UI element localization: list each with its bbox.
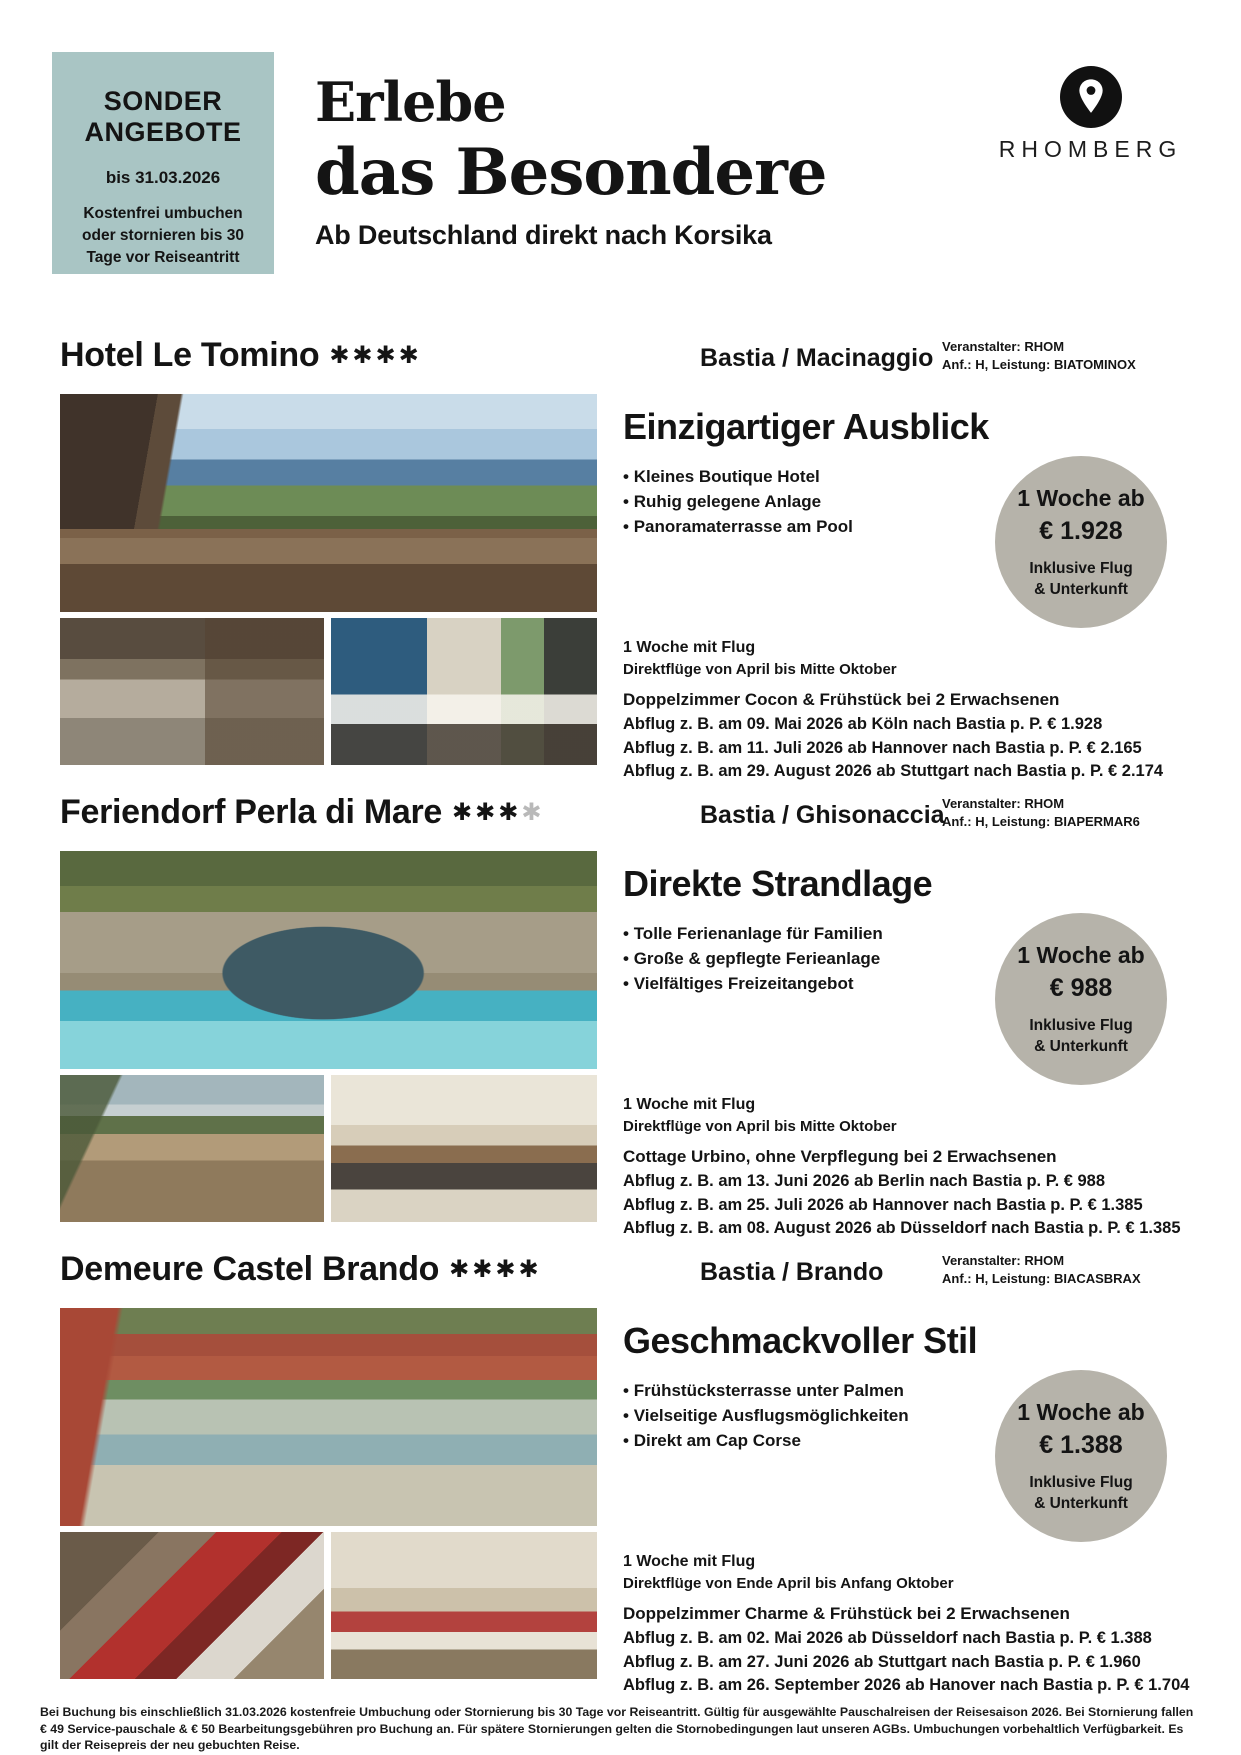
badge-title-line1: SONDER — [103, 86, 223, 116]
feature-item: • Vielfältiges Freizeitangebot — [623, 971, 883, 996]
operator-line: Veranstalter: RHOM — [942, 1253, 1065, 1268]
hotel-title — [60, 793, 544, 832]
price-amount: € 1.388 — [1039, 1430, 1123, 1459]
feature-item: • Frühstücksterrasse unter Palmen — [623, 1378, 909, 1403]
hotel-name: Feriendorf Perla di Mare — [60, 793, 443, 831]
operator-line: Veranstalter: RHOM — [942, 339, 1065, 354]
special-offer-badge — [52, 52, 274, 274]
offer-details — [623, 1553, 1189, 1698]
price-amount: € 1.928 — [1039, 516, 1123, 545]
feature-item: • Kleines Boutique Hotel — [623, 464, 853, 489]
offer-details — [623, 639, 1163, 784]
section-headline: Einzigartiger Ausblick — [623, 406, 989, 447]
badge-title — [66, 86, 260, 148]
offer-title: 1 Woche mit Flug — [623, 639, 756, 656]
section-headline: Direkte Strandlage — [623, 863, 933, 904]
departure-list — [623, 1627, 1189, 1698]
hotel-photo-main — [60, 1308, 597, 1526]
hotel-name: Demeure Castel Brando — [60, 1250, 440, 1288]
departure-line: Abflug z. B. am 11. Juli 2026 ab Hannover nach Bastia p. P. € 2.165 — [623, 738, 1142, 757]
price-lead: 1 Woche ab — [1017, 1398, 1145, 1425]
main-title-line2: das Besondere — [315, 135, 827, 210]
service-label: Anf.: H, Leistung: — [942, 356, 1054, 372]
departure-line: Abflug z. B. am 08. August 2026 ab Düsseldorf nach Bastia p. P. € 1.385 — [623, 1219, 1181, 1237]
section-feriendorf-perla-di-mare — [60, 793, 1186, 1248]
hotel-location: Bastia / Macinaggio — [700, 344, 934, 372]
hotel-stars: ✱✱✱✱ — [329, 342, 422, 369]
offer-title: 1 Woche mit Flug — [623, 1553, 756, 1570]
badge-validity: bis 31.03.2026 — [105, 168, 221, 187]
offer-flights: Direktflüge von April bis Mitte Oktober — [623, 1118, 897, 1135]
operator-info — [942, 338, 1136, 373]
price-amount: € 988 — [1049, 973, 1113, 1002]
main-subtitle: Ab Deutschland direkt nach Korsika — [315, 220, 772, 250]
section-headline: Geschmackvoller Stil — [623, 1320, 978, 1361]
departure-line: Abflug z. B. am 26. September 2026 ab Hanover nach Bastia p. P. € 1.704 — [623, 1676, 1190, 1694]
offer-flights: Direktflüge von Ende April bis Anfang Oktober — [623, 1575, 954, 1592]
feature-bullets — [623, 1378, 909, 1453]
departure-line: Abflug z. B. am 29. August 2026 ab Stuttgart nach Bastia p. P. € 2.174 — [623, 762, 1164, 780]
main-title — [315, 66, 827, 251]
departure-list — [623, 713, 1163, 784]
offer-room: Doppelzimmer Cocon & Frühstück bei 2 Erwachsenen — [623, 690, 1060, 709]
operator-line: Veranstalter: RHOM — [942, 796, 1065, 811]
feature-bullets — [623, 921, 883, 996]
hotel-stars: ✱✱✱✱ — [449, 1256, 542, 1283]
service-code: BIACASBRAX — [1053, 1270, 1141, 1286]
departure-line: Abflug z. B. am 25. Juli 2026 ab Hannover nach Bastia p. P. € 1.385 — [623, 1195, 1143, 1214]
price-includes: Inklusive Flug & Unterkunft — [1029, 1473, 1133, 1512]
hotel-stars: ✱✱✱✱ — [452, 799, 545, 826]
departure-line: Abflug z. B. am 13. Juni 2026 ab Berlin nach Bastia p. P. € 988 — [623, 1172, 1106, 1190]
location-pin-icon — [1060, 66, 1122, 128]
feature-bullets — [623, 464, 853, 539]
brand-name: RHOMBERG — [998, 136, 1183, 162]
footer-disclaimer: Bei Buchung bis einschließlich 31.03.2026 kostenfreie Umbuchung oder Stornierung bis 30 Tage vor Reiseantritt. Gültig für ausgewählte Pauschalreisen der Reisesaison 2026. Bei Stornierung fallen € 49 Service-pauschale & € 50 Bearbeitungsgebühren pro Buchung an. Für spätere Stornierungen gelten die Stornobedingungen laut unseren AGBs. Umbuchungen vorbehaltlich Verfügbarkeit. Es gilt der Reisepreis der neu gebuchten Reise. — [40, 1705, 1194, 1752]
hotel-photo-small-2 — [331, 618, 597, 765]
hotel-name: Hotel Le Tomino — [60, 336, 320, 374]
price-includes: Inklusive Flug & Unterkunft — [1029, 559, 1133, 598]
hotel-photo-main — [60, 851, 597, 1069]
departure-line: Abflug z. B. am 27. Juni 2026 ab Stuttgart nach Bastia p. P. € 1.960 — [623, 1652, 1141, 1671]
section-demeure-castel-brando — [60, 1250, 1190, 1705]
price-includes: Inklusive Flug & Unterkunft — [1029, 1016, 1133, 1055]
price-badge — [995, 456, 1167, 628]
feature-item: • Vielseitige Ausflugsmöglichkeiten — [623, 1403, 909, 1428]
price-badge — [995, 913, 1167, 1085]
service-label: Anf.: H, Leistung: — [942, 813, 1054, 829]
feature-item: • Große & gepflegte Ferieanlage — [623, 946, 883, 971]
offer-room: Doppelzimmer Charme & Frühstück bei 2 Erwachsenen — [623, 1604, 1070, 1623]
main-title-line1: Erlebe — [315, 70, 506, 134]
hotel-star-muted: ✱ — [521, 799, 545, 826]
hotel-photo-main — [60, 394, 597, 612]
operator-info — [942, 1252, 1141, 1287]
departure-list — [623, 1170, 1181, 1241]
offer-room: Cottage Urbino, ohne Verpflegung bei 2 Erwachsenen — [623, 1147, 1057, 1166]
feature-item: • Tolle Ferienanlage für Familien — [623, 921, 883, 946]
section-hotel-le-tomino — [60, 336, 1186, 791]
service-code: BIAPERMAR6 — [1053, 813, 1140, 829]
hotel-photo-small-2 — [331, 1532, 597, 1679]
hotel-photo-small-1 — [60, 1075, 324, 1222]
feature-item: • Ruhig gelegene Anlage — [623, 489, 853, 514]
price-lead: 1 Woche ab — [1017, 941, 1145, 968]
hotel-title — [60, 336, 422, 375]
feature-item: • Panoramaterrasse am Pool — [623, 514, 853, 539]
hotel-photo-small-1 — [60, 1532, 324, 1679]
service-label: Anf.: H, Leistung: — [942, 1270, 1054, 1286]
price-lead: 1 Woche ab — [1017, 484, 1145, 511]
feature-item: • Direkt am Cap Corse — [623, 1428, 909, 1453]
badge-title-line2: ANGEBOTE — [84, 117, 242, 147]
hotel-photo-small-2 — [331, 1075, 597, 1222]
departure-line: Abflug z. B. am 09. Mai 2026 ab Köln nach Bastia p. P. € 1.928 — [623, 715, 1103, 733]
operator-info — [942, 795, 1140, 830]
hotel-title — [60, 1250, 542, 1289]
hotel-location: Bastia / Ghisonaccia — [700, 801, 945, 829]
badge-note: Kostenfrei umbuchen oder stornieren bis 30 Tage vor Reiseantritt — [82, 205, 244, 266]
hotel-photo-small-1 — [60, 618, 324, 765]
price-badge — [995, 1370, 1167, 1542]
offer-flights: Direktflüge von April bis Mitte Oktober — [623, 661, 897, 678]
hotel-location: Bastia / Brando — [700, 1258, 884, 1286]
departure-line: Abflug z. B. am 02. Mai 2026 ab Düsseldorf nach Bastia p. P. € 1.388 — [623, 1629, 1152, 1647]
service-code: BIATOMINOX — [1053, 356, 1136, 372]
offer-details — [623, 1096, 1181, 1241]
offer-title: 1 Woche mit Flug — [623, 1096, 756, 1113]
